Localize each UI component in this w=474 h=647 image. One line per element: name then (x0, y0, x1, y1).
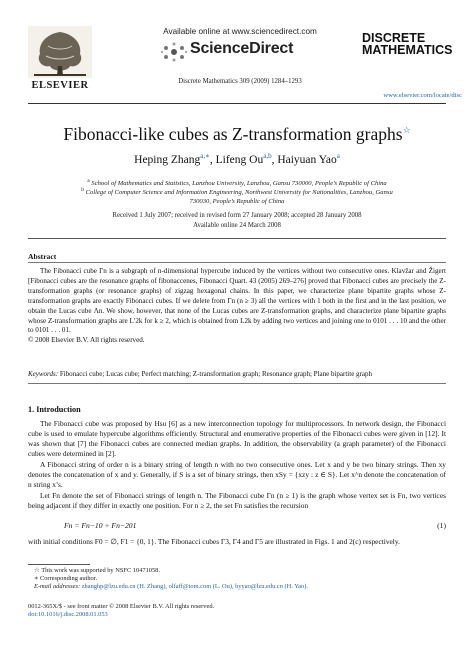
keywords (28, 370, 446, 379)
journal-title-line2: MATHEMATICS (362, 43, 453, 57)
journal-reference: Discrete Mathematics 309 (2009) 1284–1293 (178, 78, 302, 85)
intro-paragraph-4: with initial conditions F0 = ∅, F1 = {0, 1}. The Fibonacci cubes Γ3, Γ4 and Γ5 are illustrated in Figs. 1 and 2(c) respectively. (28, 537, 400, 546)
available-online-text: Available online at www.sciencedirect.com (163, 27, 317, 36)
article-dates (28, 211, 446, 231)
intro-paragraph-3: Let Fn denote the set of Fibonacci strings of length n. The Fibonacci cube Γn (n ≥ 1) is the graph whose vertex set is Fn, two vertices being adjacent if they differ in exactly one position. For n ≥ 2, the set Fn satisfies the recursion (28, 491, 446, 511)
journal-title-line1: DISCRETE (362, 31, 426, 45)
header-divider (28, 103, 446, 104)
publisher-name: ELSEVIER (31, 80, 89, 91)
equation-number: (1) (437, 521, 446, 530)
intro-paragraph-1: The Fibonacci cube was proposed by Hsu [6] as a new interconnection topology for multiprocessors. In network design, the Fibonacci cube is used to emulate hypercube algorithms efficiently. Structural and enumerative properties of the Fibonacci cubes were given in [12]. It was shown that [7] the Fibonacci cubes are connected median graphs. In addition, the observability (a graph parameter) of the Fibonacci cubes were determined in [2]. (28, 419, 446, 459)
author-affiliation-mark[interactable]: a,b (263, 152, 272, 160)
issn-copyright: 0012-365X/$ - see front matter © 2008 Elsevier B.V. All rights reserved. (28, 603, 215, 610)
abstract-divider (28, 262, 446, 263)
author-name: Lifeng Ou (215, 153, 264, 166)
journal-url-link[interactable]: www.elsevier.com/locate/disc (383, 92, 462, 99)
footnote-corresponding-author: ∗ Corresponding author. (34, 575, 98, 582)
available-online-date: Available online 24 March 2008 (193, 222, 281, 229)
author-name: Heping Zhang (134, 153, 201, 166)
title-footnote-mark[interactable]: ☆ (402, 125, 411, 136)
paper-title (28, 124, 446, 145)
title-divider (28, 238, 446, 239)
doi-link[interactable]: doi:10.1016/j.disc.2008.01.053 (28, 611, 108, 618)
received-dates: Received 1 July 2007; received in revised form 27 January 2008; accepted 28 January 2008 (112, 212, 362, 219)
section-heading-introduction: 1. Introduction (28, 405, 81, 414)
email-addresses[interactable]: zhanghp@lzu.edu.cn (H. Zhang), olfaff@tom.com (L. Ou), hyyao@lzu.edu.cn (H. Yao). (81, 583, 308, 590)
affiliation-b: $^b$ College of Computer Science and Information Engineering, Northwest University for Nationalities, Lanzhou, Gansu 730030, People’s Republic of China (81, 187, 393, 206)
footnote-email (34, 583, 446, 591)
copyright-notice: © 2008 Elsevier B.V. All rights reserved. (28, 336, 145, 345)
abstract-text: The Fibonacci cube Γn is a subgraph of n-dimensional hypercube induced by the vertices without two consecutive ones. Klavžar and Žigert [Fibonacci cubes are the resonance graphs of fibonaccenes, Fibonacci Quart. 43 (2005) 269–276] proved that Fibonacci cubes are precisely the Z-transformation graphs (or resonance graphs) of zigzag hexagonal chains. In this paper, we characterize plane bipartite graphs whose Z-transformation graphs are exactly Fibonacci cubes. If we delete from Γn (n ≥ 3) all the vertices with 1 both in the first and in the last position, we obtain the Lucas cube Λn. We show, however, that none of the Lucas cubes are Z-transformation graphs, and characterize plane bipartite graphs whose Z-transformation graphs are L′2k for k ≥ 2, which is obtained from L2k by adding two vertices and joining one to 0101 . . . 10 and the other to 0101 . . . 01. (28, 267, 446, 335)
keywords-label: Keywords: (28, 370, 59, 378)
paper-title-text: Fibonacci-like cubes as Z-transformation graphs (63, 124, 403, 144)
author-list: Heping Zhang$^{a,∗}$, Lifeng Ou$^{a,b}$, Haiyuan Yao$^a$ (134, 152, 340, 166)
abstract-heading: Abstract (28, 252, 57, 261)
email-label: E-mail addresses: (34, 583, 81, 590)
author-affiliation-mark[interactable]: a (336, 152, 340, 160)
author-affiliation-mark[interactable]: a,∗ (200, 152, 210, 160)
footnote-funding: ☆ This work was supported by NSFC 10471058. (34, 567, 160, 574)
sciencedirect-wordmark: ScienceDirect (190, 40, 294, 57)
elsevier-tree-logo (28, 26, 92, 88)
affiliation-a: $^a$ School of Mathematics and Statistics, Lanzhou University, Lanzhou, Gansu 730000, People’s Republic of China (87, 178, 387, 188)
footnote-divider (28, 564, 90, 565)
keywords-divider (28, 383, 446, 384)
equation-body: Fn = Fn−10 + Fn−201 (64, 521, 137, 530)
author-name: Haiyuan Yao (277, 153, 337, 166)
abstract-body (28, 267, 446, 346)
journal-title (362, 32, 452, 56)
sciencedirect-icon (160, 41, 188, 63)
keywords-list: Fibonacci cube; Lucas cube; Perfect matching; Z-transformation graph; Resonance graph; Plane bipartite graph (59, 370, 372, 378)
intro-paragraph-2: A Fibonacci string of order n is a binary string of length n with no two consecutive ones. Let x and y be two binary strings. Then xy denotes the concatenation of x and y. Generally, if S is a set of binary strings, then xSy = {xzy : z ∈ S}. Let x^n denote the concatenation of n string x’s. (28, 460, 446, 490)
